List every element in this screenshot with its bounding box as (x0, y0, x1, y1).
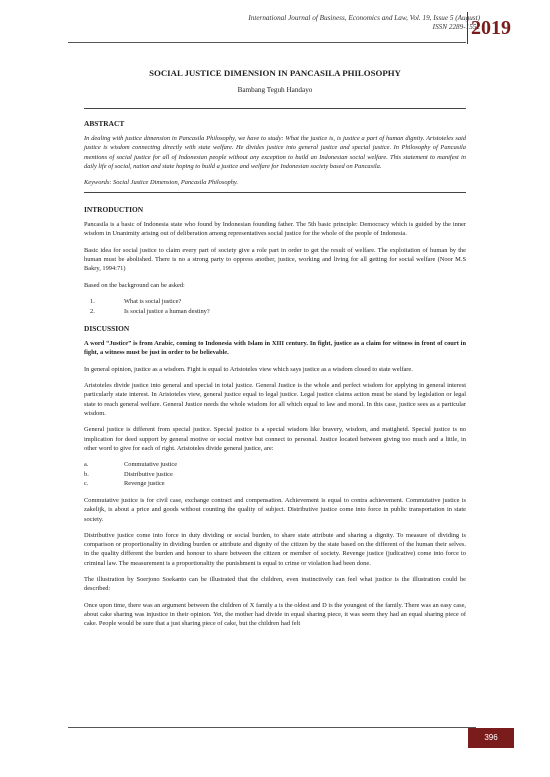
footer-divider (68, 727, 476, 728)
justice-types-list (84, 460, 466, 489)
discussion-paragraph-3: Aristoteles divide justice into general and special in total justice. General Justice is the whole and perfect wisdom for applying in general interest particularly state interest. In Aristoteles view, general justice equal to legal justice. Legal justice claims action must be stand by legislation or legal state to reach general welfare. General Justice needs the whole wisdom for all which equal to law and moral. In this case, justice sees as a particular wisdom. (84, 382, 466, 417)
article-body (84, 62, 466, 635)
discussion-paragraph-6: Distributive justice come into force in duty dividing or social burden, to share state attribute and sharing a dignity. To measure of dividing is comparison or proportionality in dividing burden or attribute and dignity of the citizen by the state based on the different of the human their selves. in the quality different the burden and honour to share between the citizen or member of society. Revenge justice (judicative) come into force to criminal law. The measurement is a proportionality the punishment is equal to crime or violation had been done. (84, 531, 466, 567)
keywords: Keywords: Social Justice Dimension, Pancasila Philosophy. (84, 179, 239, 187)
discussion-paragraph-7: The illustration by Soerjono Soekanto can be illustrated that the children, even instinctively can feel what justice is the illustration could be described: (84, 575, 466, 593)
page-number: 396 (468, 728, 514, 748)
paper-title: SOCIAL JUSTICE DIMENSION IN PANCASILA PHILOSOPHY (149, 68, 401, 78)
list-item: 1. What is social justice? (90, 297, 182, 305)
intro-paragraph-3: Based on the background can be asked: (84, 281, 185, 289)
discussion-paragraph-1: A word “Justice” is from Arabic, coming to Indonesia with Islam in XIII century. In fight, justice as a claim for witness in front of court in fight, a witness must be just in order to be believable. (84, 340, 466, 357)
intro-paragraph-1: Pancasila is a basic of Indonesia state who found by Indonesian founding father. The 5th basic principle: Democracy which is guided by the inner wisdom in Unanimity arising out of deliberation among representatives social justice for the whole of the people of Indonesia. (84, 221, 466, 238)
journal-name: International Journal of Business, Economics and Law, Vol. 19, Issue 5 (August) (248, 14, 480, 22)
paper-author: Bambang Teguh Handayo (237, 86, 313, 94)
abstract-heading: ABSTRACT (84, 119, 125, 128)
discussion-paragraph-5: Commutative justice is for civil case, exchange contract and compensation. Achievement is equal to contra achievement. Commutative justice is zakelijk, is about a price and goods without counting the quality of subject. Distributive justice come into force in public transportation in state society. (84, 496, 466, 523)
discussion-paragraph-4: General justice is different from special justice. Special justice is a special wisdom like bravery, wisdom, and matigheid. Special justice is no implication for deed support by general motive or social motive but connect to personal. Justice located between giving too much and a little, in other word to give for each of right. Aristoteles divide general justice, are: (84, 426, 466, 452)
discussion-paragraph-2: In general opinion, justice as a wisdom. Fight is equal to Aristoteles view which says justice as a wisdom closed to state welfare. (84, 365, 413, 373)
research-questions (84, 297, 466, 316)
intro-paragraph-2: Basic idea for social justice to claim every part of society give a role part in order to get the result of welfare. The exploitation of human by the human must be abolished. There is no a strong party to oppress another, justice, working and living for all getting for social welfare (Noor M.S Bakry, 1994:71) (84, 246, 466, 273)
abstract-top-divider (84, 108, 466, 109)
list-item: 2. Is social justice a human destiny? (90, 307, 210, 315)
abstract-bottom-divider (84, 192, 466, 193)
list-item: b. Distributive justice (84, 470, 173, 478)
year-badge: 2019 (467, 12, 514, 44)
list-item: c. Revenge justice (84, 480, 165, 488)
discussion-paragraph-8: Once upon time, there was an argument between the children of X family a is the oldest and D is the youngest of the family. There was an easy case, about cake sharing was injustice in their opinion. Yet, the mother had divide in equal sharing piece, it was seem they had an equal sharing piece of cake. People would be sure that a just sharing piece of cake, but the children had felt (84, 601, 466, 628)
journal-header (180, 14, 480, 32)
abstract-text: In dealing with justice dimension in Pancasila Philosophy, we have to study: What the justice is, is justice a part of human dignity. Aristoteles said justice is wisdom connecting directly with state welfare. He divides justice into general justice and special justice. In Philosophy of Pancasila mentions of social justice for all of Indonesian people without any exception to build an Indonesian social welfare. This statement to manifest in daily life of social, nation and state hoping to build a justice and welfare for Indonesian society based on Pancasila. (84, 135, 466, 170)
discussion-heading: DISCUSSION (84, 324, 130, 334)
journal-issn: ISSN 2289-1552 (432, 23, 480, 31)
list-item: a. Commutative justice (84, 461, 178, 469)
introduction-heading: INTRODUCTION (84, 205, 144, 215)
header-divider (68, 42, 466, 43)
